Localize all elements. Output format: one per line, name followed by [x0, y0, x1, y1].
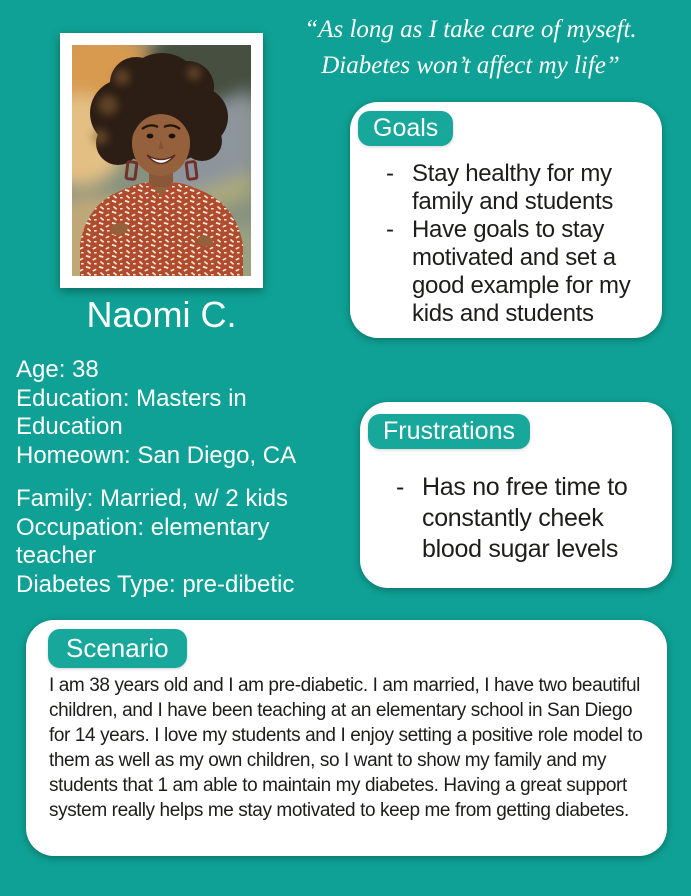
- demographic-education: Education: Masters in Education: [16, 384, 247, 440]
- frustrations-item-text: Has no free time to constantly cheek blood sugar levels: [422, 473, 628, 563]
- demographics-list: [16, 348, 356, 606]
- persona-name: Naomi C.: [86, 294, 237, 335]
- goals-title-badge: Goals: [358, 111, 453, 146]
- demographic-occupation: Occupation: elementary teacher: [16, 513, 270, 569]
- quote-line-2: Diabetes won’t affect my life”: [321, 52, 620, 79]
- bullet-dash: -: [386, 160, 394, 187]
- frustrations-title-badge: Frustrations: [368, 414, 530, 449]
- goals-item: [386, 216, 640, 328]
- demographic-age: Age: 38: [16, 355, 99, 383]
- demographic-hometown: Homeown: San Diego, CA: [16, 441, 297, 469]
- frustrations-card: [360, 402, 672, 588]
- bullet-dash: -: [396, 473, 405, 501]
- demographic-diabetes-type: Diabetes Type: pre-dibetic: [16, 570, 295, 598]
- goals-item-text: Have goals to stay motivated and set a good example for my kids and students: [412, 216, 631, 327]
- quote-line-1: “As long as I take care of myseft.: [304, 16, 637, 43]
- portrait-photo-frame: [60, 33, 263, 288]
- scenario-paragraph: I am 38 years old and I am pre-diabetic. I am married, I have two beautiful children, and I have been teaching at an elementary school in San Diego for 14 years. I love my students and I enjoy setting a positive role model to them as well as my own children, so I want to show my family and my students that 1 am able to maintain my diabetes. Having a great support system really helps me stay motivated to keep me from getting diabetes.: [49, 675, 643, 821]
- scenario-title-badge: Scenario: [48, 629, 187, 668]
- bullet-dash: -: [386, 216, 394, 243]
- scenario-card: [26, 620, 667, 856]
- portrait-photo: [72, 45, 251, 276]
- frustrations-list: [396, 472, 662, 565]
- goals-item-text: Stay healthy for my family and students: [412, 160, 614, 215]
- demographic-family: Family: Married, w/ 2 kids: [16, 484, 289, 512]
- persona-quote: [250, 12, 691, 84]
- goals-list: [386, 160, 640, 328]
- goals-card: [350, 102, 662, 338]
- frustrations-item: [396, 472, 662, 565]
- goals-item: [386, 160, 640, 216]
